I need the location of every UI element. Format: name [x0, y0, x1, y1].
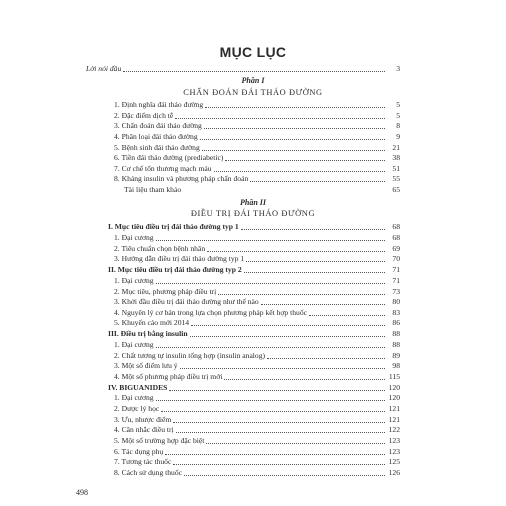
part-2-label: Phần II	[239, 198, 266, 207]
toc-section-heading[interactable]: I. Mục tiêu điều trị đái tháo đường typ 1 68	[108, 222, 400, 231]
toc-entry[interactable]: 2. Chất tương tự insulin tổng hợp (insulin analog) 89	[114, 351, 400, 360]
toc-entry[interactable]: 7. Cơ chế tổn thương mạch máu 51	[114, 164, 400, 173]
dot-leader	[261, 304, 385, 305]
part-2-title: ĐIỀU TRỊ ĐÁI THÁO ĐƯỜNG	[190, 209, 316, 218]
dot-leader	[218, 294, 385, 295]
dot-leader	[246, 261, 385, 262]
toc-entry[interactable]: 6. Tác dụng phụ 123	[114, 447, 400, 456]
part-1-label: Phần I	[241, 76, 265, 85]
dot-leader	[184, 475, 385, 476]
dot-leader	[200, 139, 385, 140]
dot-leader	[207, 251, 385, 252]
dot-leader	[123, 71, 385, 72]
toc-entry[interactable]: 7. Tương tác thuốc 125	[114, 457, 400, 466]
toc-entry[interactable]: 3. Khởi đầu điều trị đái tháo đường như thế nào 80	[114, 297, 400, 306]
toc-section-heading[interactable]: IV. BIGUANIDES 120	[108, 383, 400, 392]
toc-entry[interactable]: 3. Một số điểm lưu ý 98	[114, 361, 400, 370]
dot-leader	[225, 160, 385, 161]
toc-section-heading[interactable]: III. Điều trị bằng insulin 88	[108, 329, 400, 338]
toc-entry[interactable]: 5. Bệnh sinh đái tháo đường 21	[114, 143, 400, 152]
toc-entry[interactable]: 1. Đại cương 71	[114, 276, 400, 285]
dot-leader	[190, 336, 385, 337]
toc-entry[interactable]: 8. Kháng insulin và phương pháp chẩn đoán 55	[114, 174, 400, 183]
dot-leader	[161, 411, 385, 412]
dot-leader	[173, 422, 385, 423]
dot-leader	[156, 347, 385, 348]
dot-leader	[206, 443, 385, 444]
dot-leader	[173, 464, 385, 465]
dot-leader	[180, 368, 385, 369]
dot-leader	[204, 128, 385, 129]
toc-entry[interactable]: 4. Một số phương pháp điều trị mới 115	[114, 372, 400, 381]
toc-entry[interactable]: 3. Chẩn đoán đái tháo đường 8	[114, 121, 400, 130]
toc-entry[interactable]: 1. Định nghĩa đái tháo đường 5	[114, 100, 400, 109]
dot-leader	[309, 315, 385, 316]
dot-leader	[156, 240, 385, 241]
toc-entry[interactable]: 5. Một số trường hợp đặc biệt 123	[114, 436, 400, 445]
page-title: MỤC LỤC	[219, 44, 287, 60]
toc-entry[interactable]: 2. Dược lý học 121	[114, 404, 400, 413]
toc-entry[interactable]: 4. Phân loại đái tháo đường 9	[114, 132, 400, 141]
toc-entry[interactable]: 3. Ưu, nhược điểm 121	[114, 415, 400, 424]
toc-entry-intro[interactable]	[86, 64, 400, 73]
dot-leader	[176, 432, 385, 433]
dot-leader	[165, 454, 385, 455]
toc-entry[interactable]: 2. Mục tiêu, phương pháp điều trị 73	[114, 287, 400, 296]
toc-entry[interactable]: 1. Đại cương 120	[114, 393, 400, 402]
toc-entry[interactable]: 2. Đặc điểm dịch tễ 5	[114, 111, 400, 120]
toc-entry[interactable]: 3. Hướng dẫn điều trị đái tháo đường typ 1 70	[114, 254, 400, 263]
dot-leader	[224, 379, 385, 380]
toc-entry[interactable]: 6. Tiền đái tháo đường (prediabetic) 38	[114, 153, 400, 162]
toc-entry[interactable]: 1. Đại cương 68	[114, 233, 400, 242]
toc-entry-page: 3	[396, 64, 400, 73]
toc-entry[interactable]: 2. Tiêu chuẩn chọn bệnh nhân 69	[114, 244, 400, 253]
dot-leader	[191, 325, 385, 326]
page-number: 498	[76, 488, 88, 497]
dot-leader	[241, 229, 385, 230]
dot-leader	[202, 150, 385, 151]
toc-entry[interactable]: 1. Đại cương 88	[114, 340, 400, 349]
dot-leader	[267, 358, 385, 359]
toc-entry-references[interactable]: Tài liệu tham khảo 65	[124, 185, 400, 194]
dot-leader	[156, 400, 385, 401]
dot-leader	[175, 118, 385, 119]
dot-leader	[214, 171, 385, 172]
dot-leader	[169, 390, 385, 391]
dot-leader	[244, 272, 385, 273]
dot-leader	[205, 107, 385, 108]
toc-section-heading[interactable]: II. Mục tiêu điều trị đái tháo đường typ 2 71	[108, 265, 400, 274]
toc-entry[interactable]: 5. Khuyến cáo mới 2014 86	[114, 318, 400, 327]
dot-leader	[250, 181, 385, 182]
toc-entry[interactable]: 4. Cân nhắc điều trị 122	[114, 425, 400, 434]
toc-entry[interactable]: 8. Cách sử dụng thuốc 126	[114, 468, 400, 477]
toc-entry-text: Lời nói đầu	[86, 64, 122, 73]
dot-leader	[156, 283, 385, 284]
part-1-title: CHẨN ĐOÁN ĐÁI THÁO ĐƯỜNG	[183, 88, 323, 97]
toc-entry[interactable]: 4. Nguyên lý cơ bản trong lựa chọn phương pháp kết hợp thuốc 83	[114, 308, 400, 317]
